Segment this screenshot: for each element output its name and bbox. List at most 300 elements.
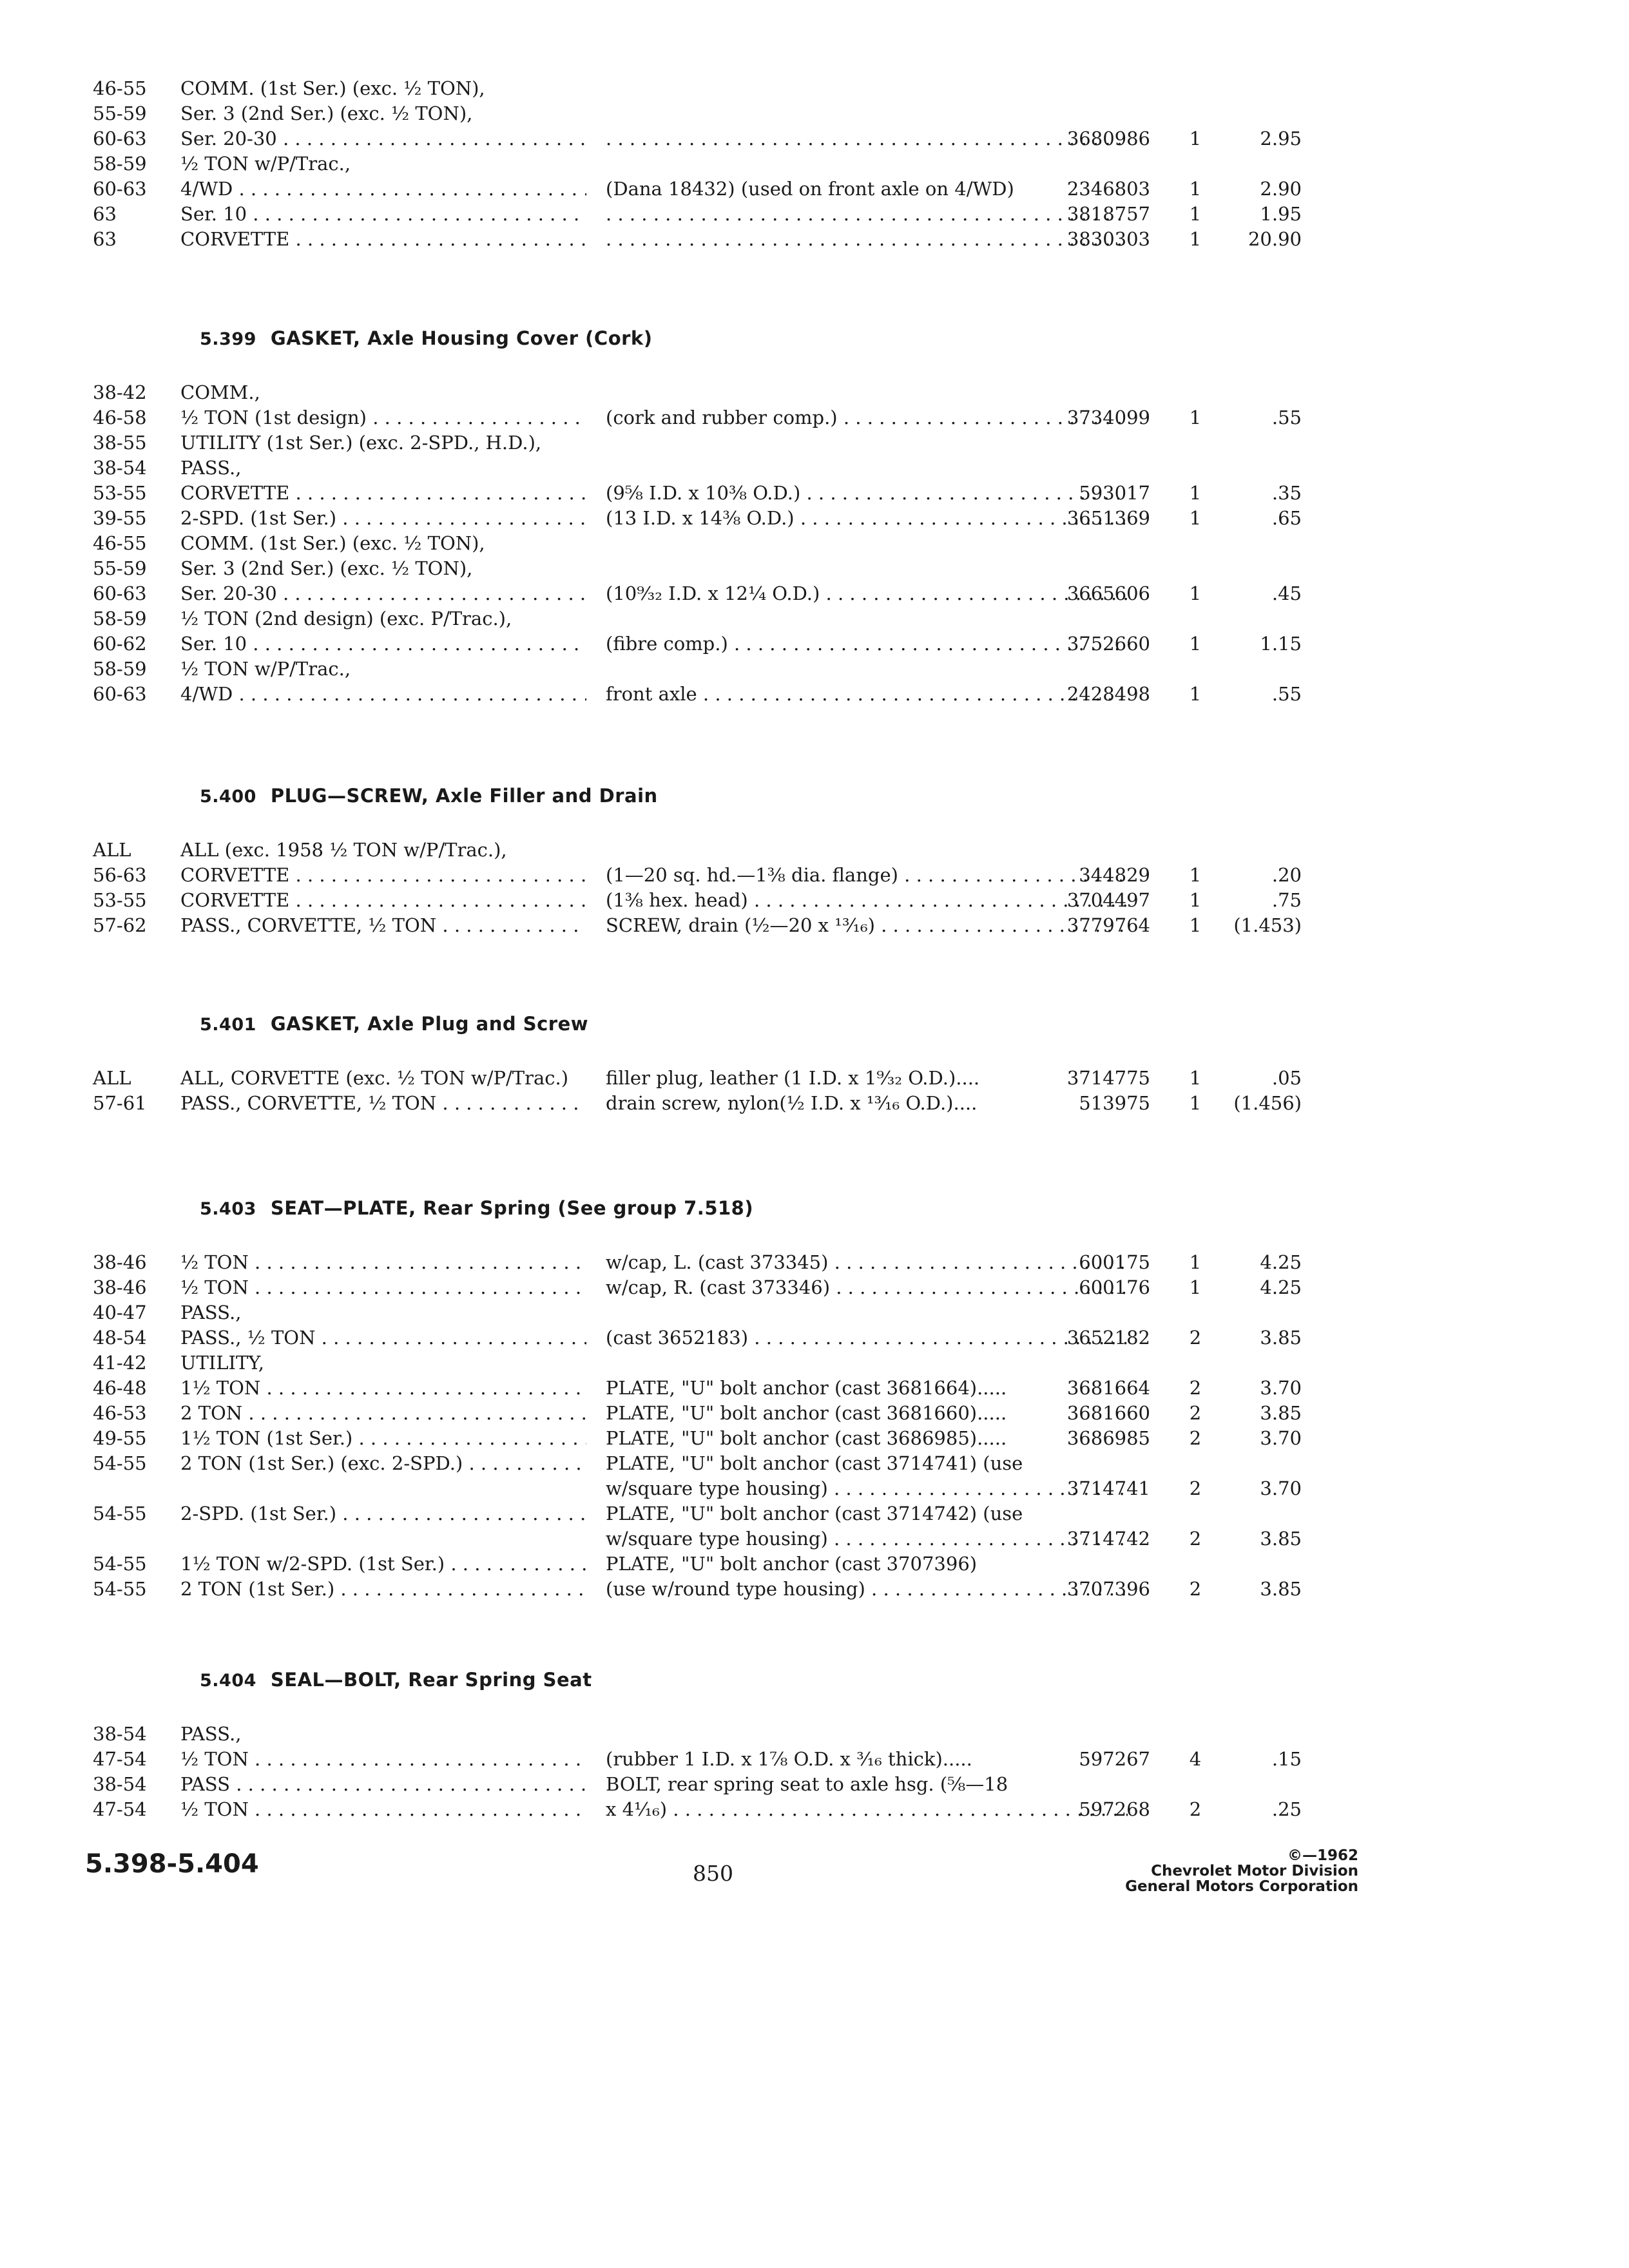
part-row	[84, 1325, 1308, 1350]
quantity-text: 2	[1189, 1578, 1202, 1600]
quantity	[1182, 1091, 1208, 1115]
price-text: .45	[1271, 582, 1302, 604]
price-text: 20.90	[1248, 228, 1302, 250]
part-number-text: 597267	[1079, 1748, 1150, 1770]
description	[606, 1501, 1128, 1526]
model-years	[93, 1426, 164, 1450]
part-number	[1021, 1091, 1150, 1115]
application	[180, 1426, 586, 1450]
model-years	[93, 430, 164, 455]
part-row	[84, 1772, 1308, 1796]
section-title: SEAL—BOLT, Rear Spring Seat	[270, 1669, 592, 1691]
part-number	[1021, 1577, 1150, 1601]
quantity	[1182, 506, 1208, 530]
model-years	[93, 913, 164, 937]
model-years-text: 46-55	[93, 77, 147, 99]
quantity-text: 2	[1189, 1798, 1202, 1820]
quantity	[1182, 863, 1208, 887]
part-row	[84, 227, 1308, 251]
model-years-text: 54-55	[93, 1503, 147, 1524]
application-text: PASS.,	[180, 1723, 242, 1745]
part-row	[84, 76, 1308, 101]
description-text: (Dana 18432) (used on front axle on 4/WD)	[606, 178, 1014, 200]
section-header	[200, 1197, 753, 1219]
part-number	[1021, 405, 1150, 430]
part-row	[84, 1275, 1308, 1300]
part-number	[1021, 1797, 1150, 1821]
application-text: UTILITY (1st Ser.) (exc. 2-SPD., H.D.),	[180, 432, 542, 454]
model-years-text: 38-54	[93, 1723, 147, 1745]
description-text: (10⁹⁄₃₂ I.D. x 12¼ O.D.)	[606, 582, 820, 604]
model-years	[93, 1300, 164, 1325]
description-text: x 4¹⁄₁₆)	[606, 1798, 668, 1820]
part-number-text: 3714742	[1066, 1528, 1150, 1550]
part-number	[1021, 682, 1150, 706]
application	[180, 227, 586, 251]
description-text: w/cap, L. (cast 373345)	[606, 1251, 829, 1273]
model-years-text: 53-55	[93, 482, 147, 504]
description	[606, 1772, 1128, 1796]
application-text: Ser. 3 (2nd Ser.) (exc. ½ TON),	[180, 102, 473, 124]
model-years	[93, 1451, 164, 1475]
quantity-text: 2	[1189, 1528, 1202, 1550]
part-row	[84, 126, 1308, 151]
application-text: ½ TON w/P/Trac.,	[180, 658, 351, 680]
part-number-text: 593017	[1079, 482, 1150, 504]
part-number-text: 597268	[1079, 1798, 1150, 1820]
price-text: .75	[1271, 889, 1302, 911]
quantity-text: 1	[1189, 914, 1202, 936]
price-text: .25	[1271, 1798, 1302, 1820]
application-text: 2 TON (1st Ser.)	[180, 1578, 335, 1600]
corporation: General Motors Corporation	[1125, 1878, 1358, 1895]
part-row	[84, 202, 1308, 226]
application	[180, 1747, 586, 1771]
application-text: ½ TON w/P/Trac.,	[180, 153, 351, 175]
section-title: PLUG—SCREW, Axle Filler and Drain	[270, 785, 658, 807]
part-number	[1021, 1476, 1150, 1501]
application	[180, 1797, 586, 1821]
part-row	[84, 838, 1308, 862]
application	[180, 1577, 586, 1601]
application-text: COMM. (1st Ser.) (exc. ½ TON),	[180, 77, 485, 99]
price	[1205, 1250, 1302, 1274]
part-number	[1021, 1250, 1150, 1274]
description-text: PLATE, "U" bolt anchor (cast 3686985).....	[606, 1427, 1007, 1449]
part-row	[84, 1476, 1308, 1501]
price	[1205, 581, 1302, 606]
part-number	[1021, 177, 1150, 201]
price	[1205, 1747, 1302, 1771]
price-text: 1.15	[1260, 633, 1302, 655]
model-years-text: 56-63	[93, 864, 147, 886]
part-number	[1021, 1526, 1150, 1551]
quantity-text: 1	[1189, 203, 1202, 225]
application-text: CORVETTE	[180, 889, 290, 911]
application-text: CORVETTE	[180, 228, 290, 250]
application	[180, 581, 586, 606]
part-row	[84, 177, 1308, 201]
section-number: 5.399	[200, 329, 256, 349]
model-years-text: 46-58	[93, 407, 147, 428]
model-years	[93, 1091, 164, 1115]
application-text: PASS., CORVETTE, ½ TON	[180, 1092, 437, 1114]
price-text: 3.70	[1260, 1427, 1302, 1449]
part-number-text: 2428498	[1066, 683, 1150, 705]
price-text: .55	[1271, 683, 1302, 705]
model-years	[93, 556, 164, 581]
application	[180, 863, 586, 887]
part-row	[84, 1797, 1308, 1821]
part-row	[84, 1747, 1308, 1771]
price-text: 3.70	[1260, 1477, 1302, 1499]
quantity	[1182, 1747, 1208, 1771]
part-number-text: 3652182	[1066, 1327, 1150, 1349]
model-years	[93, 1747, 164, 1771]
application	[180, 888, 586, 912]
quantity-text: 1	[1189, 683, 1202, 705]
part-row	[84, 1526, 1308, 1551]
price	[1205, 1476, 1302, 1501]
model-years-text: 60-63	[93, 178, 147, 200]
part-number-text: 3680986	[1066, 128, 1150, 149]
model-years-text: 47-54	[93, 1748, 147, 1770]
model-years	[93, 531, 164, 555]
section-number: 5.404	[200, 1671, 256, 1691]
publisher-credit	[1125, 1848, 1358, 1894]
section-header	[200, 1669, 592, 1691]
model-years-text: 49-55	[93, 1427, 147, 1449]
section-header	[200, 327, 652, 349]
model-years	[93, 456, 164, 480]
division: Chevrolet Motor Division	[1151, 1863, 1358, 1879]
model-years-text: 38-42	[93, 381, 147, 403]
application	[180, 1300, 586, 1325]
quantity-text: 1	[1189, 482, 1202, 504]
application-text: ½ TON	[180, 1798, 249, 1820]
price-text: (1.456)	[1233, 1092, 1302, 1114]
part-row	[84, 1376, 1308, 1400]
model-years-text: ALL	[93, 1067, 131, 1089]
model-years-text: 55-59	[93, 557, 147, 579]
model-years	[93, 1325, 164, 1350]
model-years	[93, 1577, 164, 1601]
quantity	[1182, 1325, 1208, 1350]
section-title: SEAT—PLATE, Rear Spring (See group 7.518)	[270, 1197, 754, 1219]
application	[180, 1501, 586, 1526]
price-text: 2.95	[1260, 128, 1302, 149]
price-text: .65	[1271, 507, 1302, 529]
model-years-text: 46-48	[93, 1377, 147, 1399]
price	[1205, 1091, 1302, 1115]
part-row	[84, 631, 1308, 656]
part-number	[1021, 481, 1150, 505]
page-range: 5.398-5.404	[85, 1849, 259, 1879]
model-years-text: ALL	[93, 839, 131, 861]
application	[180, 1451, 586, 1475]
model-years-text: 46-55	[93, 532, 147, 554]
quantity-text: 1	[1189, 1092, 1202, 1114]
application	[180, 202, 586, 226]
application	[180, 177, 586, 201]
part-number	[1021, 631, 1150, 656]
price	[1205, 1275, 1302, 1300]
part-row	[84, 456, 1308, 480]
price	[1205, 1325, 1302, 1350]
quantity-text: 1	[1189, 1067, 1202, 1089]
description-text: (9⅝ I.D. x 10⅜ O.D.)	[606, 482, 801, 504]
description-text: PLATE, "U" bolt anchor (cast 3714742) (use	[606, 1503, 1023, 1524]
model-years-text: 40-47	[93, 1302, 147, 1323]
application-text: Ser. 20-30	[180, 128, 277, 149]
application-text: PASS., CORVETTE, ½ TON	[180, 914, 437, 936]
quantity	[1182, 405, 1208, 430]
application	[180, 405, 586, 430]
price	[1205, 177, 1302, 201]
application	[180, 1250, 586, 1274]
quantity	[1182, 1797, 1208, 1821]
model-years	[93, 76, 164, 101]
part-row	[84, 1426, 1308, 1450]
quantity-text: 1	[1189, 128, 1202, 149]
page-number: 850	[693, 1861, 733, 1886]
quantity-text: 1	[1189, 889, 1202, 911]
quantity	[1182, 481, 1208, 505]
part-number	[1021, 581, 1150, 606]
part-number-text: 600176	[1079, 1276, 1150, 1298]
model-years-text: 41-42	[93, 1352, 147, 1374]
part-row	[84, 913, 1308, 937]
description-text: filler plug, leather (1 I.D. x 1⁹⁄₃₂ O.D.)....	[606, 1067, 980, 1089]
part-row	[84, 682, 1308, 706]
description	[606, 1451, 1128, 1475]
application-text: ½ TON (2nd design) (exc. P/Trac.),	[180, 608, 512, 629]
quantity	[1182, 1066, 1208, 1090]
quantity	[1182, 1401, 1208, 1425]
quantity	[1182, 581, 1208, 606]
description-text: (1⅜ hex. head)	[606, 889, 748, 911]
application-text: 1½ TON (1st Ser.)	[180, 1427, 353, 1449]
price-text: 3.70	[1260, 1377, 1302, 1399]
price	[1205, 1066, 1302, 1090]
model-years	[93, 631, 164, 656]
application-text: PASS	[180, 1773, 231, 1795]
part-number	[1021, 1426, 1150, 1450]
price	[1205, 631, 1302, 656]
description-text: front axle	[606, 683, 697, 705]
part-row	[84, 405, 1308, 430]
price-text: 3.85	[1260, 1528, 1302, 1550]
application-text: CORVETTE	[180, 864, 290, 886]
description-text: drain screw, nylon(½ I.D. x ¹³⁄₁₆ O.D.)....	[606, 1092, 978, 1114]
application	[180, 380, 586, 405]
quantity-text: 1	[1189, 633, 1202, 655]
part-number	[1021, 227, 1150, 251]
application	[180, 1325, 586, 1350]
part-row	[84, 430, 1308, 455]
model-years	[93, 1501, 164, 1526]
section-number: 5.400	[200, 787, 256, 807]
price	[1205, 227, 1302, 251]
section-title: GASKET, Axle Housing Cover (Cork)	[270, 327, 653, 349]
application-text: Ser. 20-30	[180, 582, 277, 604]
application	[180, 606, 586, 631]
application	[180, 456, 586, 480]
model-years	[93, 1401, 164, 1425]
application	[180, 838, 586, 862]
application-text: ½ TON (1st design)	[180, 407, 367, 428]
quantity	[1182, 1376, 1208, 1400]
model-years-text: 46-53	[93, 1402, 147, 1424]
part-number	[1021, 1325, 1150, 1350]
description-text: SCREW, drain (½—20 x ¹³⁄₁₆)	[606, 914, 875, 936]
price-text: 1.95	[1260, 203, 1302, 225]
description-text: (cork and rubber comp.)	[606, 407, 838, 428]
application-text: 2 TON	[180, 1402, 243, 1424]
model-years	[93, 838, 164, 862]
part-number-text: 344829	[1079, 864, 1150, 886]
model-years	[93, 1722, 164, 1746]
part-row	[84, 101, 1308, 126]
application-text: ½ TON	[180, 1748, 249, 1770]
application	[180, 430, 586, 455]
part-row	[84, 863, 1308, 887]
part-number-text: 3681664	[1066, 1377, 1150, 1399]
application	[180, 1772, 586, 1796]
model-years-text: 38-46	[93, 1276, 147, 1298]
quantity	[1182, 227, 1208, 251]
description-text: (13 I.D. x 14⅜ O.D.)	[606, 507, 795, 529]
model-years-text: 60-63	[93, 128, 147, 149]
model-years	[93, 682, 164, 706]
application	[180, 481, 586, 505]
part-number-text: 3714741	[1066, 1477, 1150, 1499]
price-text: .55	[1271, 407, 1302, 428]
price	[1205, 1401, 1302, 1425]
part-row	[84, 151, 1308, 176]
part-row	[84, 1552, 1308, 1576]
model-years	[93, 1250, 164, 1274]
application-text: 2-SPD. (1st Ser.)	[180, 507, 337, 529]
part-number	[1021, 202, 1150, 226]
quantity-text: 1	[1189, 228, 1202, 250]
model-years	[93, 151, 164, 176]
model-years-text: 57-62	[93, 914, 147, 936]
quantity	[1182, 913, 1208, 937]
application	[180, 151, 586, 176]
price-text: 3.85	[1260, 1402, 1302, 1424]
price-text: 2.90	[1260, 178, 1302, 200]
model-years	[93, 1376, 164, 1400]
quantity	[1182, 1250, 1208, 1274]
part-row	[84, 1401, 1308, 1425]
model-years-text: 57-61	[93, 1092, 147, 1114]
application-text: 2-SPD. (1st Ser.)	[180, 1503, 337, 1524]
quantity-text: 2	[1189, 1402, 1202, 1424]
part-row	[84, 581, 1308, 606]
model-years-text: 53-55	[93, 889, 147, 911]
quantity-text: 2	[1189, 1377, 1202, 1399]
price-text: 3.85	[1260, 1578, 1302, 1600]
model-years-text: 54-55	[93, 1578, 147, 1600]
application	[180, 1376, 586, 1400]
section-number: 5.403	[200, 1199, 256, 1219]
model-years-text: 39-55	[93, 507, 147, 529]
quantity-text: 1	[1189, 1276, 1202, 1298]
price	[1205, 682, 1302, 706]
model-years	[93, 405, 164, 430]
application-text: 4/WD	[180, 178, 233, 200]
description-text: w/square type housing)	[606, 1528, 828, 1550]
description-text: PLATE, "U" bolt anchor (cast 3681660).....	[606, 1402, 1007, 1424]
part-row	[84, 1250, 1308, 1274]
part-number	[1021, 1275, 1150, 1300]
application	[180, 101, 586, 126]
description-text: (rubber 1 I.D. x 1⅞ O.D. x ³⁄₁₆ thick).....	[606, 1748, 972, 1770]
model-years	[93, 888, 164, 912]
quantity-text: 1	[1189, 178, 1202, 200]
price	[1205, 405, 1302, 430]
application	[180, 1401, 586, 1425]
price-text: (1.453)	[1233, 914, 1302, 936]
model-years	[93, 1066, 164, 1090]
part-row	[84, 1577, 1308, 1601]
model-years	[93, 1772, 164, 1796]
model-years-text: 48-54	[93, 1327, 147, 1349]
price	[1205, 1577, 1302, 1601]
model-years	[93, 1552, 164, 1576]
application	[180, 1552, 586, 1576]
application-text: 2 TON (1st Ser.) (exc. 2-SPD.)	[180, 1452, 463, 1474]
application-text: Ser. 10	[180, 633, 247, 655]
quantity	[1182, 1526, 1208, 1551]
part-number	[1021, 126, 1150, 151]
application-text: Ser. 10	[180, 203, 247, 225]
part-row	[84, 380, 1308, 405]
description	[606, 1552, 1128, 1576]
part-row	[84, 1501, 1308, 1526]
price-text: 4.25	[1260, 1276, 1302, 1298]
model-years	[93, 1275, 164, 1300]
model-years-text: 38-55	[93, 432, 147, 454]
price-text: .20	[1271, 864, 1302, 886]
application-text: ½ TON	[180, 1276, 249, 1298]
section-header	[200, 1013, 588, 1035]
model-years-text: 63	[93, 203, 117, 225]
model-years	[93, 227, 164, 251]
description-text: BOLT, rear spring seat to axle hsg. (⅝—18	[606, 1773, 1008, 1795]
part-row	[84, 1350, 1308, 1375]
model-years	[93, 380, 164, 405]
price	[1205, 913, 1302, 937]
part-number	[1021, 1747, 1150, 1771]
model-years-text: 60-63	[93, 683, 147, 705]
description-text: (cast 3652183)	[606, 1327, 749, 1349]
model-years	[93, 606, 164, 631]
part-row	[84, 1066, 1308, 1090]
part-number	[1021, 1401, 1150, 1425]
quantity	[1182, 1275, 1208, 1300]
model-years-text: 38-54	[93, 1773, 147, 1795]
price	[1205, 863, 1302, 887]
application	[180, 76, 586, 101]
application	[180, 1275, 586, 1300]
application	[180, 126, 586, 151]
part-number-text: 3686985	[1066, 1427, 1150, 1449]
part-number-text: 3830303	[1066, 228, 1150, 250]
description-text: PLATE, "U" bolt anchor (cast 3714741) (use	[606, 1452, 1023, 1474]
price	[1205, 481, 1302, 505]
